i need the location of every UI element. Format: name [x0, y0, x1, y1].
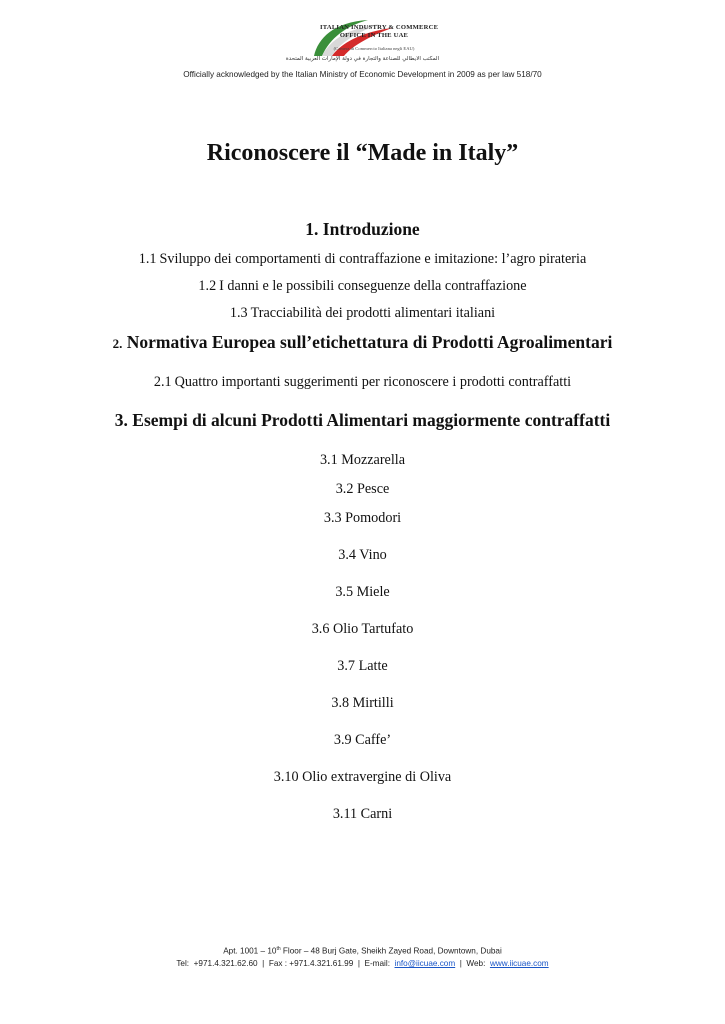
logo-subtitle: (Camera di Commercio Italiana negli EAU) — [333, 46, 415, 51]
subsection-text: Tracciabilità dei prodotti alimentari italiani — [250, 305, 496, 321]
list-item: 3.4 Vino — [338, 547, 387, 563]
subsection-text: Sviluppo dei comportamenti di contraffazione e imitazione: l’agro pirateria — [159, 251, 587, 267]
subsection-1-2 — [0, 278, 725, 295]
list-item: 3.1 Mozzarella — [319, 452, 406, 468]
subsection-number: 2.1 — [153, 374, 172, 390]
list-item: 3.5 Miele — [335, 584, 390, 600]
subsection-number: 1.1 — [138, 251, 157, 267]
logo-name-line1: ITALIAN INDUSTRY & COMMERCE — [320, 24, 439, 31]
section-2-heading — [0, 332, 725, 353]
phone-fax-text: Tel: +971.4.321.62.60 | Fax : +971.4.321.61.99 | E-mail: — [176, 959, 395, 968]
subsection-text: I danni e le possibili conseguenze della contraffazione — [219, 278, 527, 294]
list-item: 3.3 Pomodori — [323, 510, 402, 526]
web-label: | Web: — [455, 959, 490, 968]
subsection-2-1 — [0, 374, 725, 391]
list-item: 3.7 Latte — [337, 658, 388, 674]
list-item: 3.11 Carni — [332, 806, 393, 822]
list-item: 3.6 Olio Tartufato — [311, 621, 414, 637]
address-superscript: th — [276, 946, 281, 952]
address-text-continued: Floor – 48 Burj Gate, Sheikh Zayed Road, Downtown, Dubai — [280, 946, 502, 956]
section-1-heading: 1. Introduzione — [305, 219, 420, 239]
website-link[interactable]: www.iicuae.com — [489, 959, 549, 968]
iic-logo — [308, 16, 439, 60]
email-link[interactable]: info@iicuae.com — [394, 959, 456, 968]
subsection-number: 1.3 — [229, 305, 248, 321]
address-text: Apt. 1001 – 10 — [223, 946, 277, 956]
section-3-heading: 3. Esempi di alcuni Prodotti Alimentari maggiormente contraffatti — [114, 410, 611, 430]
subsection-text: Quattro importanti suggerimenti per riconoscere i prodotti contraffatti — [174, 374, 572, 390]
footer-contacts — [0, 959, 725, 968]
list-item: 3.8 Mirtilli — [331, 695, 394, 711]
acknowledgement-line: Officially acknowledged by the Italian Ministry of Economic Development in 2009 as per law 518/70 — [183, 70, 542, 79]
document-title: Riconoscere il “Made in Italy” — [206, 140, 519, 166]
section-title: Normativa Europea sull’etichettatura di Prodotti Agroalimentari — [126, 332, 613, 352]
arabic-org-name: المكتب الايطالي للصناعة والتجارة في دولة الإمارات العربية المتحدة — [285, 56, 440, 62]
subsection-1-3 — [0, 305, 725, 322]
list-item: 3.2 Pesce — [335, 481, 390, 497]
subsection-number: 1.2 — [198, 278, 217, 294]
footer-address — [0, 946, 725, 956]
subsection-1-1 — [0, 251, 725, 268]
list-item: 3.10 Olio extravergine di Oliva — [273, 769, 452, 785]
logo-name-line2: OFFICE IN THE UAE — [339, 32, 409, 39]
list-item: 3.9 Caffe’ — [333, 732, 392, 748]
section-number: 2. — [112, 336, 123, 351]
